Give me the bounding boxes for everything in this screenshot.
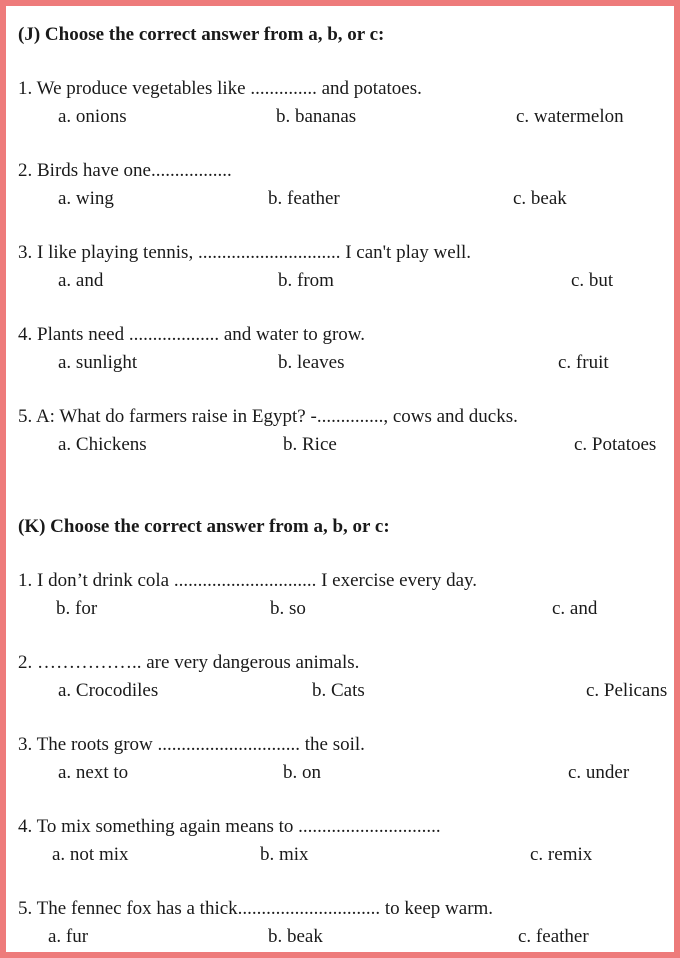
question-j4: 4. Plants need ................... and water to grow.	[18, 324, 366, 345]
option-j3-a[interactable]: a. and	[58, 270, 104, 291]
question-k5: 5. The fennec fox has a thick.............................. to keep warm.	[18, 898, 494, 919]
option-j5-c[interactable]: c. Potatoes	[574, 434, 657, 455]
option-k2-c[interactable]: c. Pelicans	[586, 680, 668, 701]
worksheet-page	[6, 6, 674, 952]
question-j5: 5. A: What do farmers raise in Egypt? -.............., cows and ducks.	[18, 406, 518, 427]
option-k4-b[interactable]: b. mix	[260, 844, 309, 865]
option-k1-b[interactable]: b. so	[270, 598, 306, 619]
question-k1: 1. I don’t drink cola .............................. I exercise every day.	[18, 570, 478, 591]
option-j5-b[interactable]: b. Rice	[283, 434, 337, 455]
option-k3-a[interactable]: a. next to	[58, 762, 129, 783]
option-k5-b[interactable]: b. beak	[268, 926, 323, 947]
question-k2: 2. …………….. are very dangerous animals.	[18, 652, 360, 673]
question-k3: 3. The roots grow .............................. the soil.	[18, 734, 365, 755]
option-k4-c[interactable]: c. remix	[530, 844, 593, 865]
question-k4: 4. To mix something again means to ..............................	[18, 816, 441, 837]
option-j4-c[interactable]: c. fruit	[558, 352, 609, 373]
option-k3-b[interactable]: b. on	[283, 762, 321, 783]
option-j2-c[interactable]: c. beak	[513, 188, 567, 209]
option-j4-a[interactable]: a. sunlight	[58, 352, 138, 373]
option-k1-a[interactable]: b. for	[56, 598, 98, 619]
option-j3-b[interactable]: b. from	[278, 270, 334, 291]
option-k2-a[interactable]: a. Crocodiles	[58, 680, 159, 701]
option-k5-a[interactable]: a. fur	[48, 926, 89, 947]
option-k1-c[interactable]: c. and	[552, 598, 598, 619]
section-j-heading: (J) Choose the correct answer from a, b, or c:	[18, 24, 385, 45]
option-k4-a[interactable]: a. not mix	[52, 844, 129, 865]
option-j2-b[interactable]: b. feather	[268, 188, 340, 209]
option-k5-c[interactable]: c. feather	[518, 926, 589, 947]
option-k2-b[interactable]: b. Cats	[312, 680, 365, 701]
option-j3-c[interactable]: c. but	[571, 270, 614, 291]
question-j2: 2. Birds have one.................	[18, 160, 232, 181]
option-j1-a[interactable]: a. onions	[58, 106, 127, 127]
option-k3-c[interactable]: c. under	[568, 762, 630, 783]
question-j1: 1. We produce vegetables like .............. and potatoes.	[18, 78, 422, 99]
option-j2-a[interactable]: a. wing	[58, 188, 114, 209]
option-j1-c[interactable]: c. watermelon	[516, 106, 624, 127]
option-j1-b[interactable]: b. bananas	[276, 106, 357, 127]
option-j4-b[interactable]: b. leaves	[278, 352, 345, 373]
option-j5-a[interactable]: a. Chickens	[58, 434, 147, 455]
section-k-heading: (K) Choose the correct answer from a, b, or c:	[18, 516, 390, 537]
question-j3: 3. I like playing tennis, .............................. I can't play well.	[18, 242, 472, 263]
